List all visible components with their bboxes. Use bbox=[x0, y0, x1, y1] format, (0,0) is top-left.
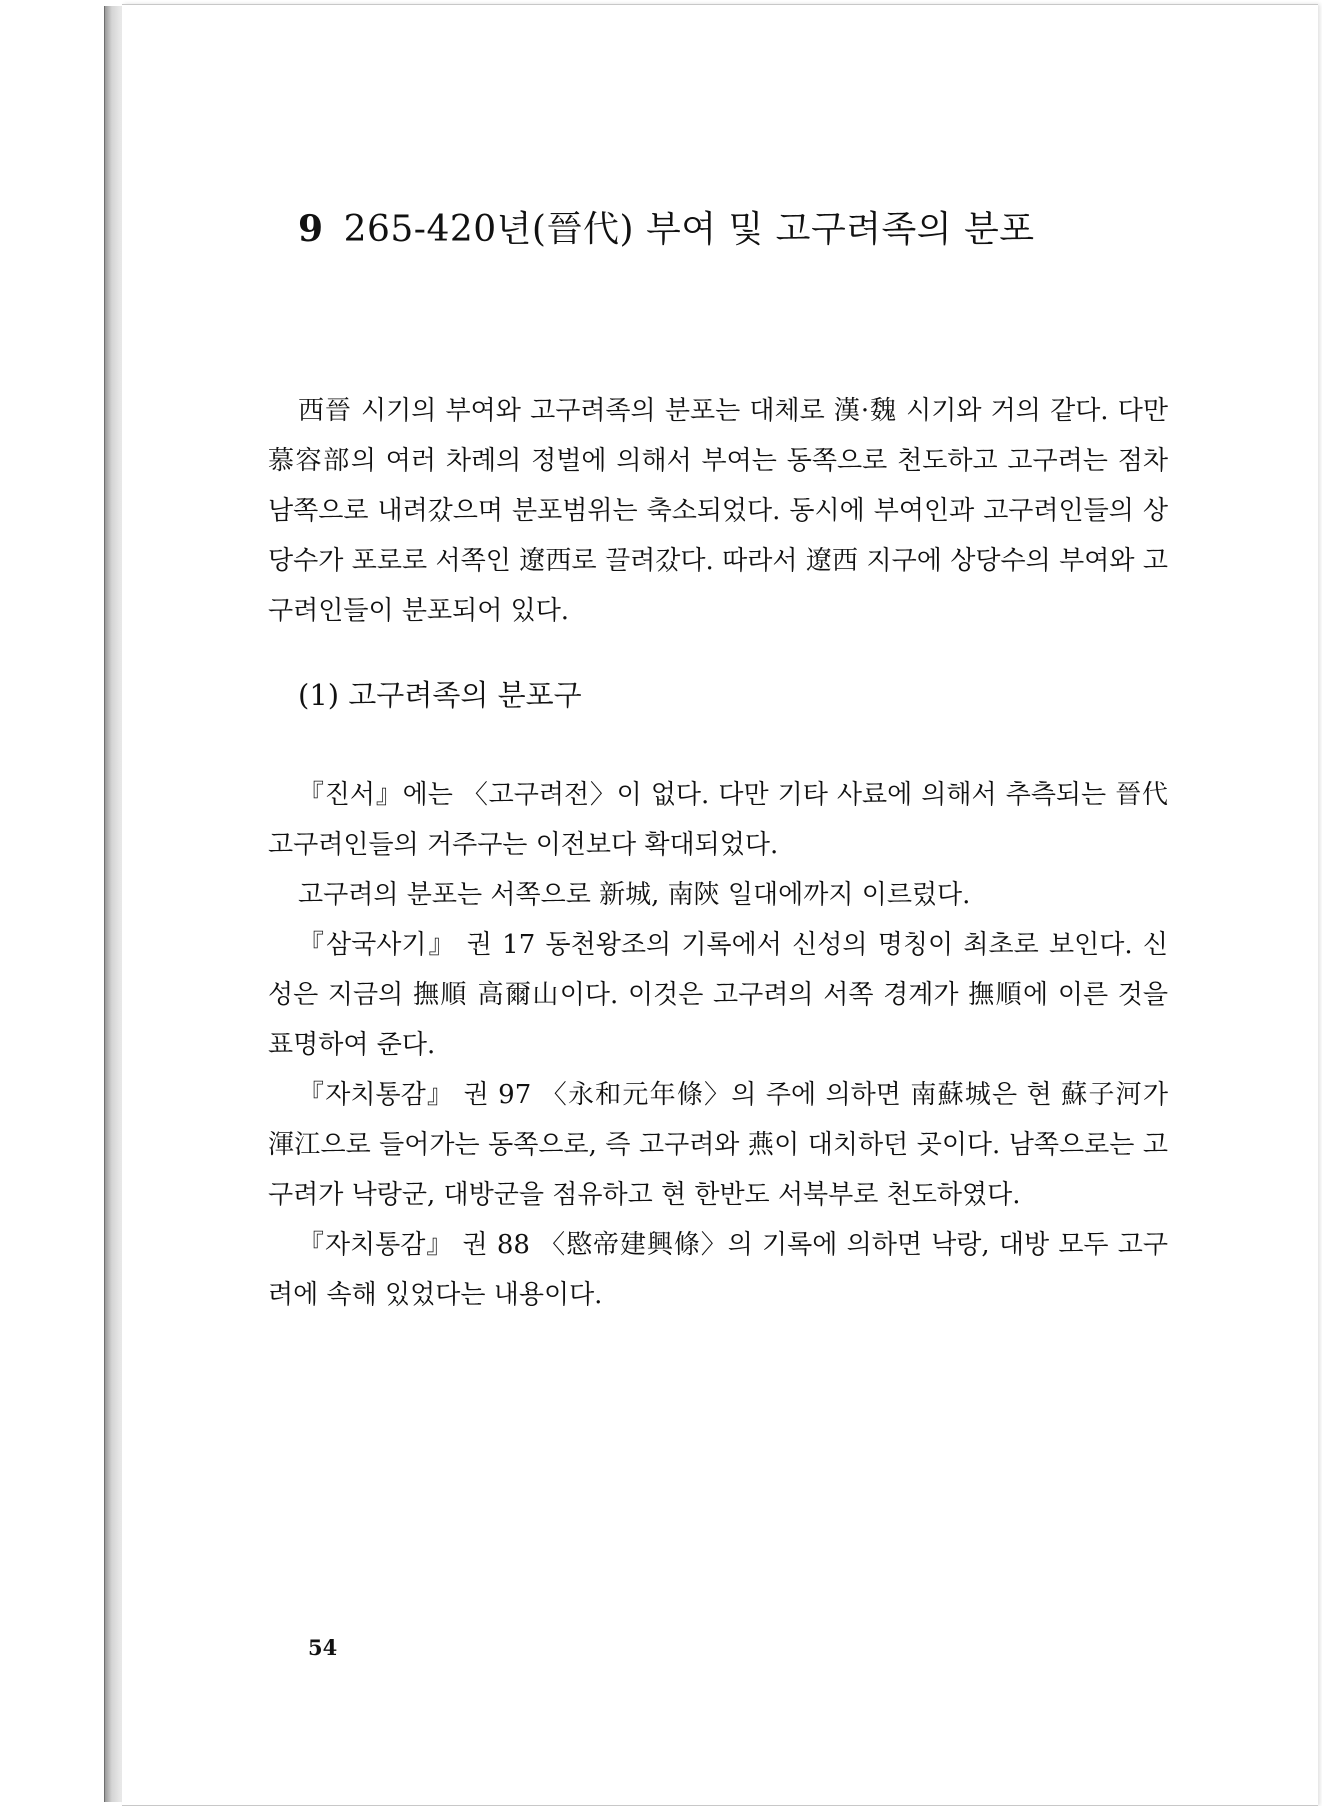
body-paragraph: 『삼국사기』 권 17 동천왕조의 기록에서 신성의 명칭이 최초로 보인다. 신성은 지금의 撫順 高爾山이다. 이것은 고구려의 서쪽 경계가 撫順에 이른 것을 표명하여 준다. bbox=[268, 930, 1168, 1060]
chapter-number: 9 bbox=[298, 208, 324, 250]
body-paragraph: 『진서』에는 〈고구려전〉이 없다. 다만 기타 사료에 의해서 추측되는 晉代 고구려인들의 거주구는 이전보다 확대되었다. bbox=[268, 780, 1168, 860]
section-heading: (1) 고구려족의 분포구 bbox=[298, 678, 582, 712]
book-page bbox=[122, 4, 1318, 1806]
body-paragraph: 『자치통감』 권 88 〈愍帝建興條〉의 기록에 의하면 낙랑, 대방 모두 고구려에 속해 있었다는 내용이다. bbox=[268, 1230, 1168, 1310]
section-body bbox=[268, 770, 1168, 1320]
page-number: 54 bbox=[308, 1635, 338, 1660]
body-paragraph: 고구려의 분포는 서쪽으로 新城, 南陝 일대에까지 이르렀다. bbox=[298, 880, 971, 910]
chapter-title bbox=[298, 201, 1035, 252]
chapter-title-text: 265-420년(晉代) 부여 및 고구려족의 분포 bbox=[343, 209, 1035, 250]
page-stack-edge bbox=[104, 6, 122, 1802]
body-paragraph: 『자치통감』 권 97 〈永和元年條〉의 주에 의하면 南蘇城은 현 蘇子河가 渾江으로 들어가는 동쪽으로, 즉 고구려와 燕이 대치하던 곳이다. 남쪽으로는 고구려가 낙랑군, 대방군을 점유하고 현 한반도 서북부로 천도하였다. bbox=[268, 1080, 1168, 1210]
intro-paragraph: 西晉 시기의 부여와 고구려족의 분포는 대체로 漢·魏 시기와 거의 같다. 다만 慕容部의 여러 차례의 정벌에 의해서 부여는 동쪽으로 천도하고 고구려는 점차 남쪽으로 내려갔으며 분포범위는 축소되었다. 동시에 부여인과 고구려인들의 상당수가 포로로 서쪽인 遼西로 끌려갔다. 따라서 遼西 지구에 상당수의 부여와 고구려인들이 분포되어 있다. bbox=[268, 396, 1168, 626]
